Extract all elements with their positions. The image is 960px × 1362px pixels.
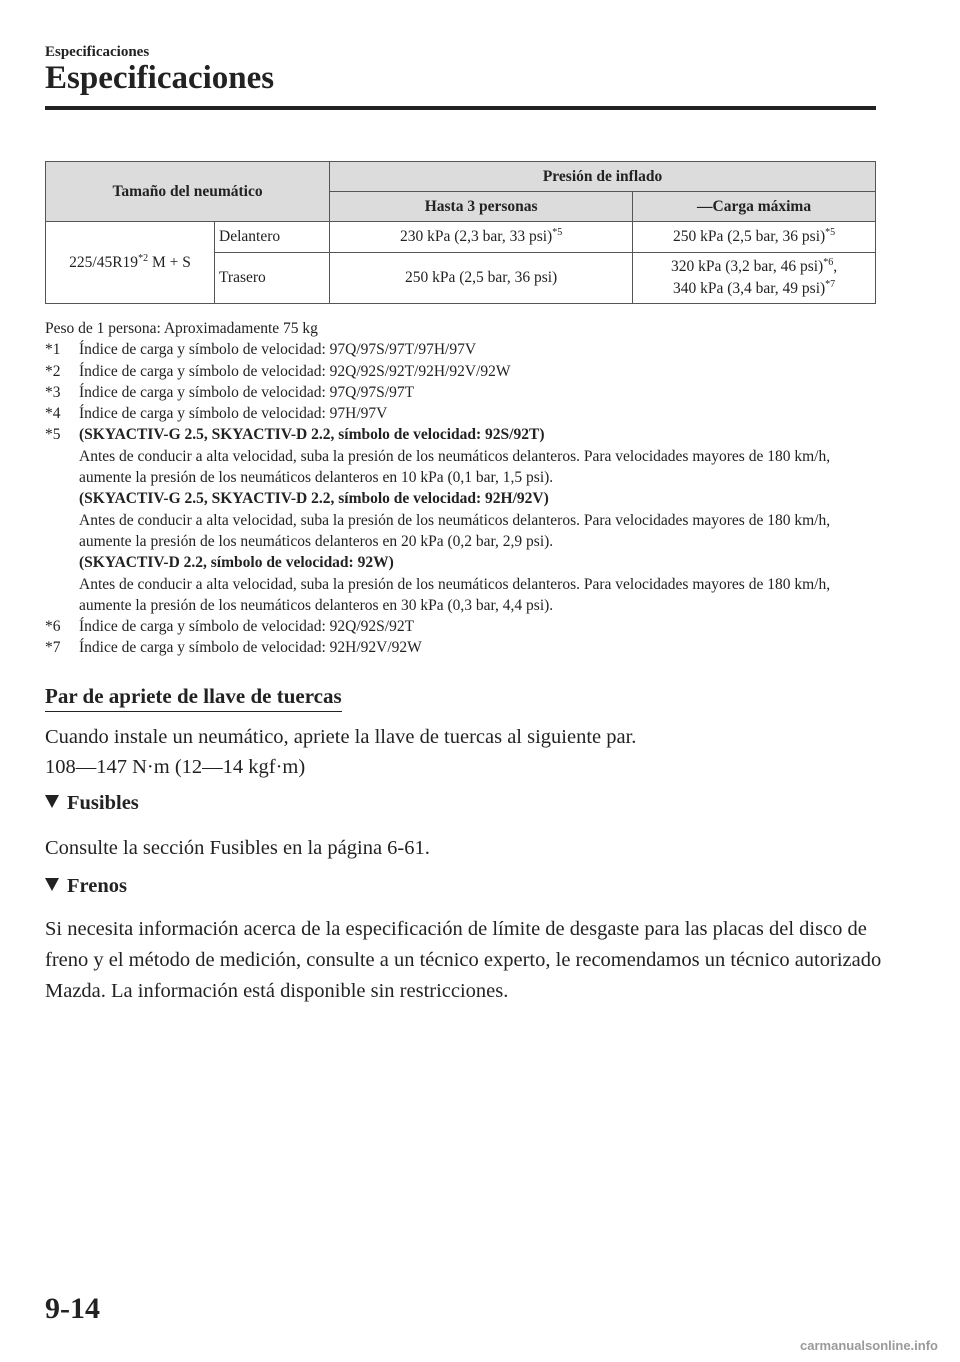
torque-value: 108―147 N·m (12―14 kgf·m) xyxy=(45,756,306,778)
header-inflation-pressure: Presión de inflado xyxy=(330,162,876,192)
brakes-heading: Frenos xyxy=(45,875,127,898)
page-number: 9-14 xyxy=(45,1292,100,1325)
triangle-down-icon xyxy=(45,795,59,808)
footnote-5-heading-3: (SKYACTIV-D 2.2, símbolo de velocidad: 92W) xyxy=(79,554,394,572)
footnote-4: *4 Índice de carga y símbolo de velocidad: 97H/97V xyxy=(45,403,876,424)
fuses-heading: Fusibles xyxy=(45,792,139,815)
watermark: carmanualsonline.info xyxy=(800,1338,938,1353)
footnote-5 xyxy=(45,424,876,616)
header-max-load: ―Carga máxima xyxy=(633,192,876,222)
footnote-5-heading-2: (SKYACTIV-G 2.5, SKYACTIV-D 2.2, símbolo de velocidad: 92H/92V) xyxy=(79,490,549,508)
footnote-ref: *5 xyxy=(825,227,836,238)
rear-max-load: 320 kPa (3,2 bar, 46 psi)$^{*6}$, 340 kPa (3,4 bar, 49 psi)$^{*7}$ xyxy=(633,253,876,304)
position-front: Delantero xyxy=(215,222,330,253)
footnote-5-heading-1: (SKYACTIV-G 2.5, SKYACTIV-D 2.2, símbolo de velocidad: 92S/92T) xyxy=(79,426,545,444)
footnote-3: *3 Índice de carga y símbolo de velocidad: 97Q/97S/97T xyxy=(45,382,876,403)
title-rule xyxy=(45,106,876,110)
footnote-5-text-1: Antes de conducir a alta velocidad, suba la presión de los neumáticos delanteros. Para velocidades mayores de 180 km/h, aumente la presión de los neumáticos delanteros en 10 kPa (0,1 bar, 1,5 psi). xyxy=(79,447,831,487)
position-rear: Trasero xyxy=(215,253,330,304)
tire-size-cell xyxy=(46,222,215,304)
fuses-text: Consulte la sección Fusibles en la página 6-61. xyxy=(45,837,430,859)
footnote-6: *6 Índice de carga y símbolo de velocidad: 92Q/92S/92T xyxy=(45,616,876,637)
running-header: Especificaciones xyxy=(45,44,150,60)
page-title: Especificaciones xyxy=(45,60,275,96)
footnote-mark: *5 xyxy=(45,426,61,444)
footnote-2: *2 Índice de carga y símbolo de velocidad: 92Q/92S/92T/92H/92V/92W xyxy=(45,361,876,382)
tire-size-suffix: M + S xyxy=(151,253,191,271)
torque-heading: Par de apriete de llave de tuercas xyxy=(45,684,342,712)
footnote-ref: *6 xyxy=(823,257,834,268)
header-up-to-3: Hasta 3 personas xyxy=(330,192,633,222)
footnote-mark: *1 xyxy=(45,341,61,359)
footnote-ref: *5 xyxy=(552,227,563,238)
table-header-row xyxy=(46,162,876,192)
tire-pressure-table xyxy=(45,161,876,304)
footnote-mark: *4 xyxy=(45,405,61,423)
footnote-7: *7 Índice de carga y símbolo de velocidad: 92H/92V/92W xyxy=(45,637,876,658)
footnote-mark: *6 xyxy=(45,618,61,636)
footnote-ref: *7 xyxy=(825,279,836,290)
person-weight-note: Peso de 1 persona: Aproximadamente 75 kg xyxy=(45,320,318,337)
footnote-1: *1 Índice de carga y símbolo de velocidad: 97Q/97S/97T/97H/97V xyxy=(45,339,876,360)
rear-up-to-3: 250 kPa (2,5 bar, 36 psi) xyxy=(330,253,633,304)
footnote-5-text-2: Antes de conducir a alta velocidad, suba la presión de los neumáticos delanteros. Para velocidades mayores de 180 km/h, aumente la presión de los neumáticos delanteros en 20 kPa (0,2 bar, 2,9 psi). xyxy=(79,511,831,550)
table-notes xyxy=(45,318,876,659)
front-max-load: 250 kPa (2,5 bar, 36 psi)$^{*5}$ xyxy=(633,222,876,253)
footnote-ref: *2 xyxy=(138,252,149,264)
footnote-5-text-3: Antes de conducir a alta velocidad, suba la presión de los neumáticos delanteros. Para velocidades mayores de 180 km/h, aumente la presión de los neumáticos delanteros en 30 kPa (0,3 bar, 4,4 psi). xyxy=(79,575,831,614)
tire-size-value: 225/45R19 xyxy=(69,253,139,271)
header-tire-size: Tamaño del neumático xyxy=(46,162,330,222)
footnote-mark: *3 xyxy=(45,383,61,401)
footnote-mark: *7 xyxy=(45,639,61,657)
torque-text: Cuando instale un neumático, apriete la llave de tuercas al siguiente par. xyxy=(45,726,637,748)
brakes-text: Si necesita información acerca de la especificación de límite de desgaste para las placas del disco de freno y el método de medición, consulte a un técnico experto, le recomendamos un técnico autorizado Mazda. La información está disponible sin restricciones. xyxy=(45,918,882,1002)
table-row xyxy=(46,222,876,253)
footnote-mark: *2 xyxy=(45,362,61,380)
triangle-down-icon xyxy=(45,878,59,891)
front-up-to-3: 230 kPa (2,3 bar, 33 psi)$^{*5}$ xyxy=(330,222,633,253)
